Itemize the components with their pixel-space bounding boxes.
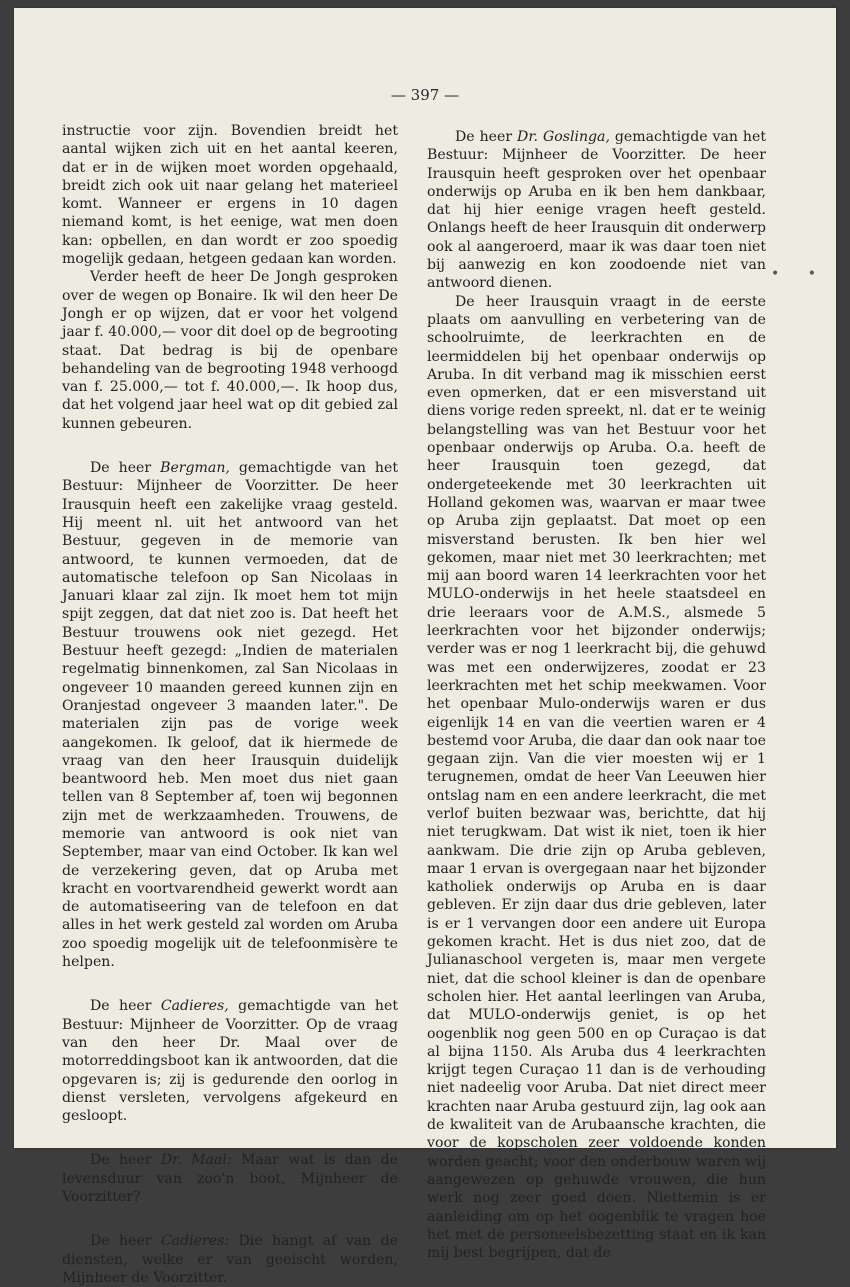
paragraph [62, 1232, 398, 1287]
speaker-prefix: De heer [90, 1152, 161, 1169]
paragraph [62, 1151, 398, 1206]
speaker-name: Cadieres, [160, 998, 229, 1015]
speaker-prefix: De heer [90, 1233, 161, 1250]
speech-text: gemachtigde van het Bestuur: Mijnheer de Voorzitter. De heer Irausquin heeft gesproken over het openbaar onderwijs op Aruba en ik ben hem dankbaar, dat hij hier eenige vragen heeft gesteld. Onlangs heeft de heer Irausquin dit onderwerp ook al aangeroerd, maar ik was daar toen niet bij aanwezig en kon zoodoende niet van antwoord dienen. [427, 129, 766, 292]
margin-marks: • • [771, 266, 828, 282]
paragraph: De heer Irausquin vraagt in de eerste plaats om aanvulling en verbetering van de schoolruimte, de leerkrachten en de leermiddelen bij het openbaar onderwijs op Aruba. In dit verband mag ik misschien eerst even opmerken, dat er een misverstand uit diens vorige reden spreekt, nl. dat er te weinig belangstelling was van het Bestuur voor het openbaar onderwijs op Aruba. O.a. heeft de heer Irausquin toen gezegd, dat ondergeteekende met 30 leerkrachten uit Holland gekomen was, waarvan er maar twee op Aruba zijn geplaatst. Dat moet op een misverstand berusten. Ik ben hier wel gekomen, maar niet met 30 leerkrachten; met mij aan boord waren 14 leerkrachten voor het MULO-onderwijs in het heele staatsdeel en drie leeraars voor de A.M.S., alsmede 5 leerkrachten voor het bijzonder onderwijs; verder was er nog 1 leerkracht bij, die gehuwd was met een onderwijzeres, zoodat er 23 leerkrachten met het schip meekwamen. Voor het openbaar Mulo-onderwijs waren er dus eigenlijk 14 en van die veertien waren er 4 bestemd voor Aruba, die daar dan ook naar toe gegaan zijn. Van die vier moesten wij er 1 terugnemen, omdat de heer Van Leeuwen hier ontslag nam en een andere leerkracht, die met verlof buiten bezwaar was, berichtte, dat hij niet terugkwam. Dat wist ik niet, toen ik hier aankwam. Die drie zijn op Aruba gebleven, maar 1 ervan is overgegaan naar het bijzonder katholiek onderwijs op Aruba en is daar gebleven. Er zijn daar dus drie gebleven, later is er 1 vervangen door een andere uit Europa gekomen kracht. Het is dus niet zoo, dat de Julianaschool vergeten is, maar men vergete niet, dat die school kleiner is dan de openbare scholen hier. Het aantal leerlingen van Aruba, dat MULO-onderwijs geniet, is op het oogenblik nog geen 500 en op Curaçao is dat al bijna 1150. Als Aruba dus 4 leerkrachten krijgt tegen Curaçao 11 dan is de verhouding niet nadeelig voor Aruba. Dat niet direct meer krachten naar Aruba gestuurd zijn, lag ook aan de kwaliteit van de Arubaansche krachten, die voor de kopscholen zeer voldoende konden worden geacht; voor den onderbouw waren wij aangewezen op gehuwde vrouwen, die hun werk nog zeer goed doen. Niettemin is er aanleiding om op het oogenblik te vragen hoe het met de personeelsbezetting staat en ik kan mij best begrijpen, dat de [427, 293, 766, 1262]
speaker-prefix: De heer [90, 460, 161, 477]
paragraph: instructie voor zijn. Bovendien breidt het aantal wijken zich uit en het aantal keeren, dat er in de wijken moet worden opgehaald, breidt zich ook uit naar gelang het materieel komt. Wanneer er ergens in 10 dagen niemand komt, is het eenige, wat men doen kan: opbellen, en dan wordt er zoo spoedig mogelijk gedaan, hetgeen gedaan kan worden. [62, 123, 398, 268]
speaker-prefix: De heer [90, 998, 161, 1015]
speaker-name: Dr. Goslinga, [517, 129, 610, 145]
left-column [62, 122, 398, 1287]
speech-text: Maar wat is dan de levensduur van zoo'n boot, Mijnheer de Voorzitter? [62, 1152, 398, 1206]
right-column [427, 122, 766, 1262]
speech-text: gemachtigde van het Bestuur: Mijnheer de Voorzitter. De heer Irausquin heeft een zakelijke vraag gesteld. Hij meent nl. uit het antwoord van het Bestuur, gegeven in de memorie van antwoord, te kunnen vermoeden, dat de automatische telefoon op San Nicolaas in Januari klaar zal zijn. Ik moet hem tot mijn spijt zeggen, dat dat niet zoo is. Dat heeft het Bestuur trouwens ook niet gezegd. Het Bestuur heeft gezegd: „Indien de materialen regelmatig binnenkomen, zal San Nicolaas in ongeveer 10 maanden gereed kunnen zijn en Oranjestad ongeveer 3 maanden later.". De materialen zijn pas de vorige week aangekomen. Ik geloof, dat ik hiermede de vraag van den heer Irausquin duidelijk beantwoord heb. Men moet dus niet gaan tellen van 8 September af, toen wij begonnen zijn met de werkzaamheden. Trouwens, de memorie van antwoord is ook niet van September, maar van eind October. Ik kan wel de verzekering geven, dat op Aruba met kracht en voortvarendheid gewerkt wordt aan de automatiseering van de telefoon en dat alles in het werk gesteld zal worden om Aruba zoo spoedig mogelijk uit de telefoonmisère te helpen. [62, 460, 398, 971]
speaker-name: Bergman, [160, 460, 230, 477]
speaker-name: Cadieres: [160, 1233, 230, 1250]
paragraph: Verder heeft de heer De Jongh gesproken over de wegen op Bonaire. Ik wil den heer De Jongh er op wijzen, dat er voor het volgend jaar f. 40.000,— voor dit doel op de begrooting staat. Dat bedrag is bij de openbare behandeling van de begrooting 1948 verhoogd van f. 25.000,— tot f. 40.000,—. Ik hoop dus, dat het volgend jaar heel wat op dit gebied zal kunnen gebeuren. [62, 269, 398, 432]
speaker-prefix: De heer [455, 129, 518, 145]
paragraph [62, 459, 398, 971]
page-number: — 397 — [390, 86, 460, 104]
speech-text: gemachtigde van het Bestuur: Mijnheer de Voorzitter. Op de vraag van den heer Dr. Maal over de motorreddingsboot kan ik antwoorden, dat die opgevaren is; zij is gedurende den oorlog in dienst versleten, vervolgens afgekeurd en gesloopt. [62, 998, 398, 1125]
paragraph [62, 997, 398, 1125]
speech-text: Die hangt af van de diensten, welke er van geeischt worden, Mijnheer de Voorzitter. [62, 1233, 398, 1286]
document-page [14, 8, 836, 1286]
speaker-name: Dr. Maal: [160, 1152, 232, 1169]
paragraph [427, 128, 766, 293]
